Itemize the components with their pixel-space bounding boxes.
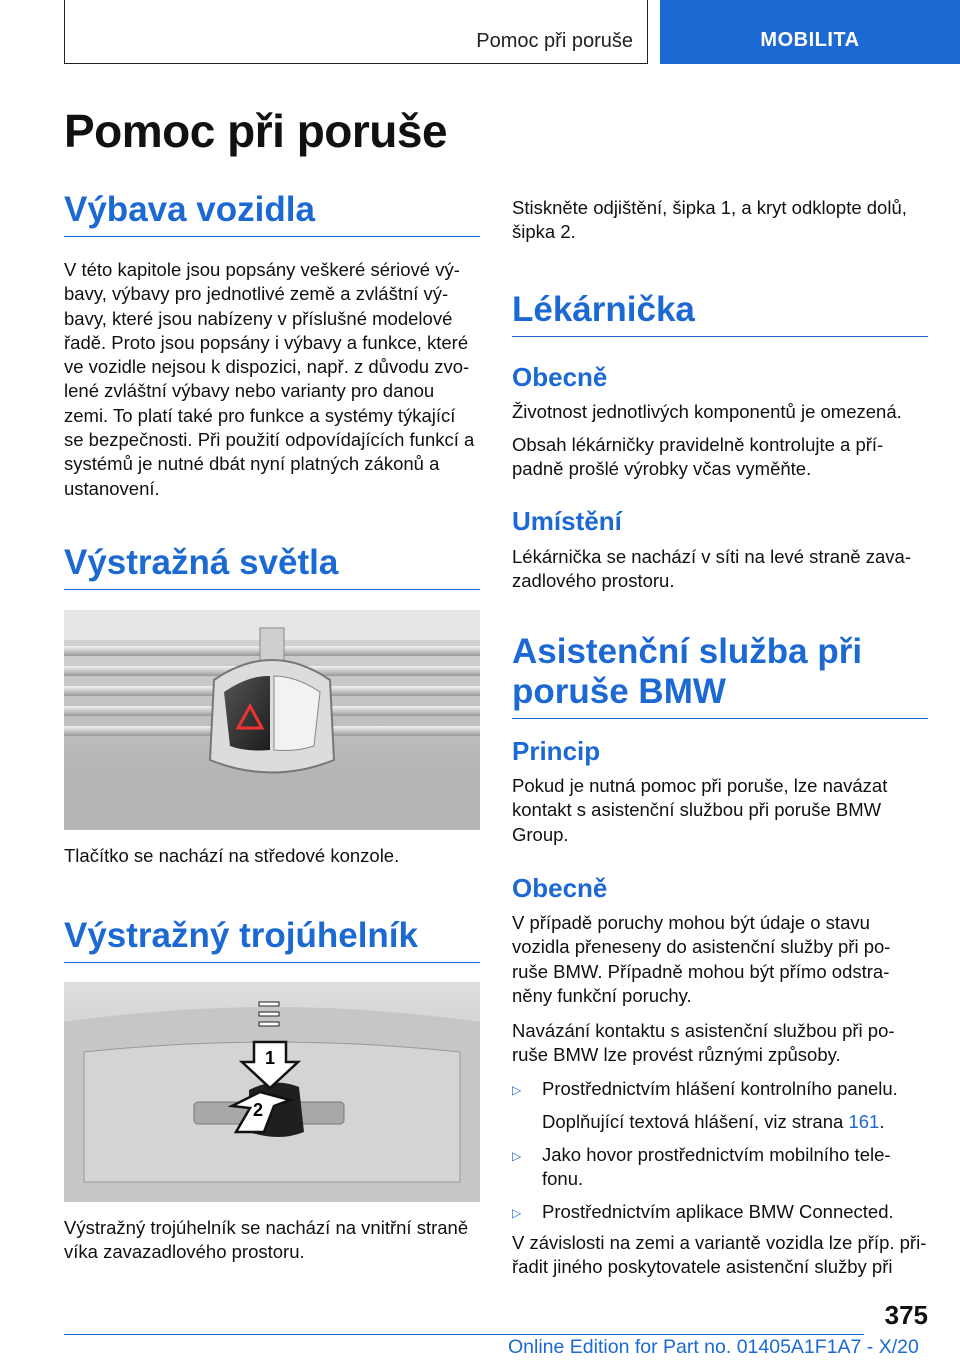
- text-line: něny funkční poruchy.: [512, 984, 692, 1006]
- section-title-first-aid-kit: Lékárnička: [512, 290, 928, 337]
- subsection-general-1: Obecně: [512, 362, 608, 392]
- intro-paragraph: [512, 196, 928, 245]
- list-item-text: Prostřednictvím hlášení kontrolního panelu.: [542, 1078, 898, 1099]
- section-title-hazard-lights: Výstražná světla: [64, 543, 480, 590]
- text-line: řadit jiného poskytovatele asistenční služby při: [512, 1256, 893, 1278]
- equipment-paragraph: [64, 258, 480, 501]
- text-line: ve vozidle nejsou k dispozici, např. z důvodu zvo-: [64, 356, 470, 378]
- text-line: se bezpečnosti. Při použití odpovídajících funkcí a: [64, 429, 475, 451]
- text-line: Výstražný trojúhelník se nachází na vnitřní straně: [64, 1217, 469, 1238]
- text-line: bavy, výbavy pro jednotlivé země a zvláštní vý-: [64, 283, 449, 305]
- assistance-provider-paragraph: [512, 1231, 928, 1280]
- assistance-contact-paragraph: [512, 1019, 928, 1068]
- arrow-label-1: 1: [264, 1048, 276, 1068]
- text-line: Navázání kontaktu s asistenční službou při po-: [512, 1020, 895, 1041]
- list-item: [512, 1077, 928, 1101]
- text-line: systémů je nutné dbát nyní platných zákonů a: [64, 453, 440, 475]
- warning-triangle-caption: [64, 1216, 480, 1265]
- section-title-bmw-roadside-assistance: [512, 632, 928, 719]
- bullet-triangle-icon: ▷: [512, 1149, 522, 1163]
- footer-edition-text: Online Edition for Part no. 01405A1F1A7 - X/20: [508, 1336, 919, 1358]
- note-period: .: [879, 1111, 885, 1132]
- warning-triangle-illustration: [64, 982, 480, 1202]
- first-aid-check-paragraph: [512, 433, 928, 482]
- text-line: řadě. Proto jsou popsány i výbavy a funkce, které: [64, 331, 469, 353]
- text-line: šipka 2.: [512, 221, 576, 243]
- first-aid-location-paragraph: [512, 545, 928, 594]
- subsection-general-2: Obecně: [512, 873, 608, 903]
- text-line: ruše BMW lze provést různými způsoby.: [512, 1044, 841, 1066]
- list-item-text: Prostřednictvím aplikace BMW Connected.: [542, 1201, 894, 1222]
- section-title-equipment: Výbava vozidla: [64, 190, 480, 237]
- header-frame: [64, 0, 648, 64]
- unlock-icon-stack: [259, 1002, 279, 1026]
- hazard-lights-caption: Tlačítko se nachází na středové konzole.: [64, 845, 400, 866]
- list-item-note: [512, 1110, 928, 1134]
- header-section-title: Pomoc při poruše: [476, 30, 633, 52]
- footer-divider: [64, 1334, 864, 1335]
- note-text: Doplňující textová hlášení, viz strana: [542, 1111, 844, 1132]
- heading-line: Asistenční služba při: [512, 632, 863, 671]
- arrow-label-2: 2: [252, 1100, 264, 1120]
- page-link-161[interactable]: 161: [848, 1111, 880, 1132]
- text-line: Obsah lékárničky pravidelně kontrolujte a pří-: [512, 434, 884, 455]
- hazard-button-illustration: [64, 610, 480, 830]
- text-line: V závislosti na zemi a variantě vozidla lze příp. při-: [512, 1232, 927, 1253]
- text-line: lené zvláštní výbavy nebo varianty pro danou: [64, 380, 435, 402]
- text-line: V případě poruchy mohou být údaje o stavu: [512, 912, 870, 933]
- text-line: V této kapitole jsou popsány veškeré sériové vý-: [64, 259, 460, 280]
- bullet-triangle-icon: ▷: [512, 1083, 522, 1097]
- section-title-warning-triangle: Výstražný trojúhelník: [64, 916, 480, 963]
- first-aid-lifetime-paragraph: Životnost jednotlivých komponentů je omezená.: [512, 401, 902, 422]
- text-line: padně prošlé výrobky včas vyměňte.: [512, 458, 812, 480]
- text-line: Pokud je nutná pomoc při poruše, lze navázat: [512, 775, 888, 796]
- list-item-text: Jako hovor prostřednictvím mobilního tele-: [542, 1144, 891, 1165]
- assistance-principle-paragraph: [512, 774, 928, 847]
- text-line: bavy, které jsou nabízeny v příslušné modelové: [64, 307, 453, 329]
- text-line: víka zavazadlového prostoru.: [64, 1241, 305, 1263]
- page-title: Pomoc při poruše: [64, 105, 448, 157]
- assistance-general-paragraph: [512, 911, 928, 1008]
- subsection-location: Umístění: [512, 506, 622, 536]
- bullet-triangle-icon: ▷: [512, 1206, 522, 1220]
- list-item: [512, 1143, 928, 1191]
- header-chapter-tab[interactable]: MOBILITA: [660, 0, 960, 64]
- text-line: zadlového prostoru.: [512, 570, 675, 592]
- text-line: kontakt s asistenční službou při poruše BMW: [512, 799, 882, 821]
- text-line: vozidla přeneseny do asistenční služby při po-: [512, 936, 891, 958]
- heading-line: poruše BMW: [512, 672, 726, 711]
- text-line: ruše BMW. Případně mohou být přímo odstra-: [512, 960, 890, 982]
- subsection-principle: Princip: [512, 736, 601, 766]
- list-item-text-continued: fonu.: [542, 1168, 584, 1189]
- text-line: Stiskněte odjištění, šipka 1, a kryt odklopte dolů,: [512, 197, 907, 218]
- text-line: ustanovení.: [64, 477, 160, 499]
- bullet-list: [512, 1077, 928, 1224]
- text-line: Lékárnička se nachází v síti na levé straně zava-: [512, 546, 911, 567]
- text-line: Group.: [512, 823, 569, 845]
- page-number: 375: [884, 1300, 928, 1330]
- text-line: zemi. To platí také pro funkce a systémy týkající: [64, 404, 456, 426]
- list-item: [512, 1200, 928, 1224]
